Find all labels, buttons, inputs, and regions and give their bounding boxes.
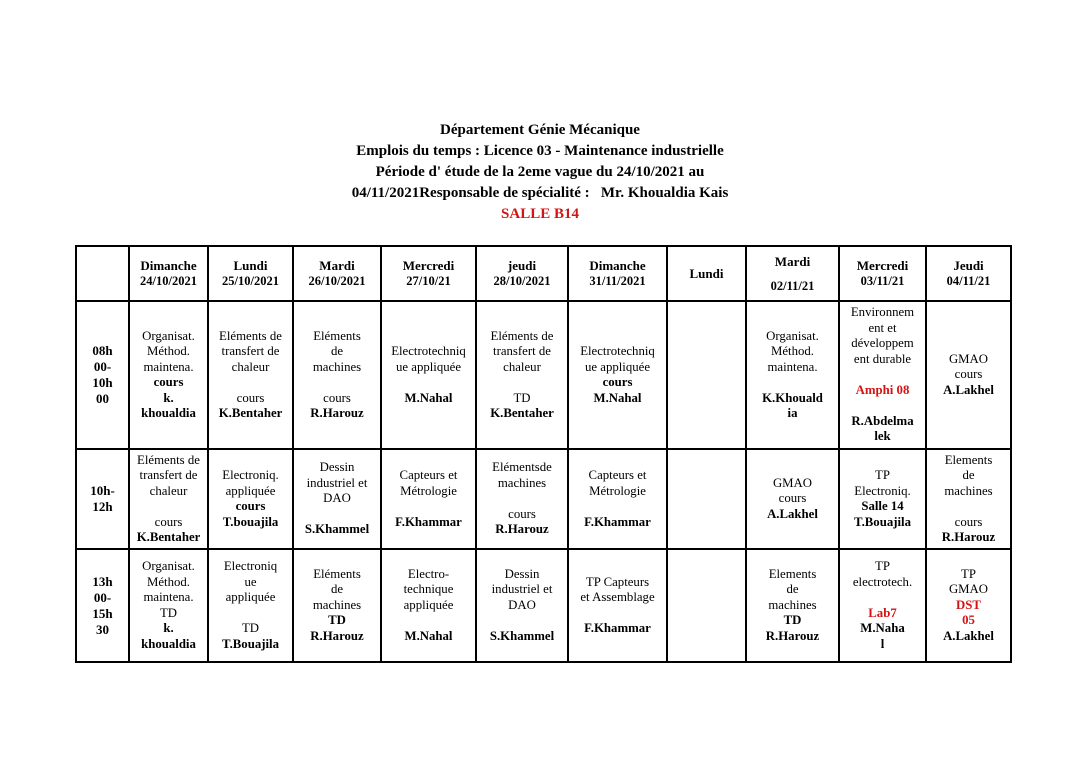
course-text-line: chaleur: [149, 483, 188, 498]
course-text-line: [479, 491, 565, 507]
schedule-cell: [926, 549, 1011, 662]
schedule-cell: [839, 301, 926, 449]
day-name: Dimanche: [589, 258, 646, 273]
course-text-line: cours: [954, 367, 983, 382]
course-text-line: TP: [875, 468, 890, 482]
course-text-line: Electroniq.: [222, 468, 279, 482]
course-text-line: DAO: [508, 597, 536, 612]
course-text-line: K.Bentaher: [136, 530, 201, 544]
course-text-line: [571, 606, 664, 622]
course-text-line: de: [786, 582, 799, 597]
course-text-line: cours: [954, 514, 983, 529]
day-header-row: [76, 246, 1011, 301]
time-slot-row-1: [76, 449, 1011, 549]
day-header-10: [926, 246, 1011, 301]
course-text-line: R.Harouz: [310, 628, 364, 643]
schedule-cell: [129, 449, 208, 549]
day-header-9: [839, 246, 926, 301]
course-text-line: cours: [602, 375, 633, 389]
day-name: Dimanche: [140, 258, 197, 273]
course-text-line: cours: [154, 514, 183, 529]
course-text-line: industriel et: [306, 475, 368, 490]
course-text-line: machines: [312, 597, 362, 612]
course-text-line: développem: [851, 336, 914, 351]
course-text-line: TD: [159, 605, 178, 620]
course-text-line: [749, 375, 836, 391]
course-text-line: cours: [153, 375, 184, 389]
course-text-line: A.Lakhel: [943, 382, 994, 397]
course-text-line: Electro-: [407, 566, 450, 581]
course-text-line: Méthod.: [146, 344, 190, 358]
day-header-6: [568, 246, 667, 301]
timetable-grid: [75, 245, 1012, 663]
schedule-cell: [839, 549, 926, 662]
course-text-line: TP: [875, 559, 890, 573]
course-text-line: K.Bentaher: [490, 406, 554, 420]
room-or-exam-label: Lab7: [868, 605, 897, 620]
course-text-line: Elémentsde: [492, 460, 552, 475]
course-text-line: machines: [944, 483, 993, 498]
course-text-line: Eléments de: [490, 328, 554, 343]
schedule-subtitle: Emplois du temps : Licence 03 - Maintenance industrielle: [356, 143, 724, 159]
day-header-4: [381, 246, 476, 301]
course-text-line: Capteurs et: [588, 468, 647, 482]
schedule-cell: [381, 449, 476, 549]
course-text-line: ent et: [868, 320, 897, 335]
course-text-line: Méthod.: [146, 574, 190, 589]
course-text-line: Méthod.: [770, 344, 814, 358]
course-text-line: k.: [163, 390, 174, 405]
course-text-line: [571, 499, 664, 515]
time-slot-label: [76, 549, 129, 662]
schedule-cell: [129, 301, 208, 449]
course-text-line: A.Lakhel: [943, 628, 994, 643]
course-text-line: M.Naha: [860, 621, 905, 635]
course-text-line: khoualdia: [141, 636, 196, 651]
course-text-line: cours: [235, 499, 266, 513]
day-name: Mardi: [774, 253, 811, 269]
time-segment: 08h: [92, 343, 113, 358]
day-date: 04/11/21: [946, 274, 991, 288]
course-text-line: appliquée: [225, 483, 276, 498]
empty-schedule-cell: [667, 301, 746, 449]
document-title-block: [0, 120, 1080, 225]
course-text-line: TD: [513, 390, 531, 405]
course-text-line: k.: [163, 621, 174, 635]
course-text-line: TD: [241, 621, 260, 635]
course-text-line: de: [962, 468, 975, 482]
course-text-line: M.Nahal: [593, 390, 642, 405]
day-name: Lundi: [233, 258, 268, 273]
course-text-line: A.Lakhel: [767, 506, 818, 521]
course-text-line: maintena.: [143, 590, 194, 604]
course-text-line: cours: [323, 390, 351, 405]
course-text-line: S.Khammel: [489, 628, 555, 643]
day-header-5: [476, 246, 568, 301]
schedule-cell: [476, 449, 568, 549]
day-header-3: [293, 246, 381, 301]
time-segment: 30: [96, 621, 109, 637]
course-text-line: Eléments: [313, 566, 361, 581]
course-text-line: Organisat.: [142, 559, 195, 573]
room-or-exam-label: DST: [956, 597, 981, 612]
day-header-7: [667, 246, 746, 301]
day-date: 02/11/21: [770, 278, 815, 293]
day-date: 26/10/2021: [308, 274, 366, 288]
time-slot-row-2: [76, 549, 1011, 662]
period-line: Période d' étude de la 2eme vague du 24/10/2021 au: [375, 164, 705, 180]
course-text-line: khoualdia: [141, 406, 196, 420]
course-text-line: cours: [778, 491, 807, 506]
course-text-line: [296, 375, 378, 391]
course-text-line: Eléments: [313, 328, 361, 343]
course-text-line: Eléments de: [219, 328, 282, 343]
schedule-cell: [746, 549, 839, 662]
day-date: 03/11/21: [860, 274, 905, 288]
course-text-line: K.Khouald: [762, 390, 823, 405]
schedule-cell: [568, 549, 667, 662]
corner-cell: [76, 246, 129, 301]
day-name: jeudi: [507, 258, 537, 273]
time-slot-row-0: [76, 301, 1011, 449]
course-text-line: K.Bentaher: [218, 406, 283, 420]
course-text-line: et Assemblage: [580, 590, 655, 604]
course-text-line: [929, 499, 1008, 515]
timetable-body: [76, 301, 1011, 662]
schedule-cell: [839, 449, 926, 549]
schedule-cell: [476, 301, 568, 449]
course-text-line: Electrotechniq: [580, 344, 655, 358]
schedule-cell: [926, 449, 1011, 549]
course-text-line: [384, 613, 473, 629]
course-text-line: R.Harouz: [495, 522, 549, 537]
course-text-line: transfert de: [493, 344, 551, 358]
time-segment: 00-: [93, 359, 112, 374]
schedule-cell: [381, 549, 476, 662]
course-text-line: GMAO: [772, 475, 813, 490]
day-name: Mercredi: [402, 258, 455, 273]
course-text-line: Capteurs et: [399, 468, 458, 482]
course-text-line: R.Harouz: [765, 628, 820, 643]
course-text-line: [384, 499, 473, 515]
course-text-line: M.Nahal: [404, 390, 453, 405]
schedule-cell: [293, 301, 381, 449]
day-date: 28/10/2021: [493, 274, 551, 288]
course-text-line: Organisat.: [142, 328, 195, 343]
course-text-line: appliquée: [225, 590, 276, 604]
course-text-line: [842, 398, 923, 414]
course-text-line: transfert de: [221, 344, 280, 358]
empty-schedule-cell: [667, 549, 746, 662]
course-text-line: TD: [783, 613, 802, 628]
salle-label: SALLE B14: [501, 206, 579, 222]
course-text-line: ue appliquée: [584, 359, 651, 374]
course-text-line: de: [330, 344, 344, 358]
course-text-line: Electroniq: [223, 559, 278, 573]
course-text-line: R.Harouz: [941, 530, 996, 544]
day-name: Jeudi: [953, 258, 984, 273]
course-text-line: F.Khammar: [584, 621, 651, 635]
schedule-cell: [568, 449, 667, 549]
course-text-line: appliquée: [403, 597, 454, 612]
course-text-line: TP Capteurs: [585, 574, 650, 589]
course-text-line: GMAO: [948, 582, 989, 597]
course-text-line: Electrotechniq: [391, 344, 466, 358]
course-text-line: Eléments de: [137, 452, 200, 467]
time-segment: 12h: [92, 499, 113, 514]
course-text-line: ent durable: [853, 351, 912, 366]
schedule-cell: [208, 301, 293, 449]
course-text-line: Electroniq.: [854, 483, 911, 498]
day-header-2: [208, 246, 293, 301]
day-name: Mardi: [319, 258, 355, 273]
schedule-cell: [746, 301, 839, 449]
course-text-line: S.Khammel: [304, 522, 370, 537]
schedule-cell: [746, 449, 839, 549]
schedule-cell: [293, 549, 381, 662]
schedule-cell: [926, 301, 1011, 449]
course-text-line: Métrologie: [400, 483, 457, 498]
empty-schedule-cell: [667, 449, 746, 549]
course-text-line: F.Khammar: [395, 514, 462, 529]
course-text-line: [132, 499, 205, 515]
course-text-line: [842, 367, 923, 383]
day-header-8: [746, 246, 839, 301]
course-text-line: Dessin: [319, 460, 355, 475]
course-text-line: T.Bouajila: [853, 514, 911, 529]
time-segment: 13h: [92, 573, 113, 589]
course-text-line: TD: [328, 613, 346, 628]
course-text-line: [479, 613, 565, 629]
course-text-line: machines: [768, 597, 817, 612]
schedule-cell: [476, 549, 568, 662]
course-text-line: transfert de: [139, 468, 198, 482]
course-text-line: maintena.: [767, 359, 818, 374]
time-segment: 10h: [92, 375, 113, 390]
course-text-line: ue: [244, 574, 257, 589]
day-name: Lundi: [689, 265, 724, 281]
course-text-line: [479, 375, 565, 391]
course-text-line: Elements: [944, 452, 993, 467]
course-text-line: chaleur: [231, 359, 270, 374]
time-segment: 00: [96, 391, 109, 406]
course-text-line: maintena.: [143, 359, 194, 374]
course-text-line: [211, 375, 290, 391]
schedule-cell: [129, 549, 208, 662]
course-text-line: de: [330, 582, 344, 597]
course-text-line: machines: [312, 359, 362, 374]
course-text-line: GMAO: [948, 351, 989, 366]
course-text-line: machines: [497, 475, 547, 490]
responsable-line: 04/11/2021Responsable de spécialité : Mr. Khoualdia Kais: [351, 185, 729, 201]
course-text-line: Elements: [768, 566, 817, 581]
day-date: 24/10/2021: [140, 274, 197, 288]
course-text-line: DAO: [323, 491, 351, 506]
course-text-line: R.Harouz: [310, 406, 364, 420]
course-text-line: l: [880, 636, 885, 651]
course-text-line: Salle 14: [861, 499, 904, 513]
schedule-cell: [568, 301, 667, 449]
schedule-cell: [208, 549, 293, 662]
schedule-cell: [381, 301, 476, 449]
course-text-line: M.Nahal: [404, 628, 453, 643]
course-text-line: Organisat.: [766, 328, 819, 343]
course-text-line: ia: [787, 406, 798, 420]
course-text-line: [384, 375, 473, 391]
time-segment: 00-: [93, 589, 112, 605]
day-date: 31/11/2021: [589, 274, 646, 288]
time-segment: 10h-: [90, 483, 115, 498]
course-text-line: lek: [874, 429, 891, 444]
time-segment: 15h: [92, 605, 113, 621]
time-slot-label: [76, 449, 129, 549]
course-text-line: ue appliquée: [395, 359, 462, 374]
department-title: Département Génie Mécanique: [440, 122, 640, 138]
course-text-line: industriel et: [491, 582, 553, 597]
course-text-line: [211, 606, 290, 622]
course-text-line: cours: [236, 390, 265, 405]
schedule-cell: [293, 449, 381, 549]
course-text-line: R.Abdelma: [851, 413, 914, 428]
day-name: Mercredi: [856, 258, 909, 273]
day-date: 25/10/2021: [222, 274, 279, 288]
course-text-line: Dessin: [504, 566, 540, 581]
course-text-line: chaleur: [503, 359, 541, 374]
course-text-line: cours: [508, 506, 536, 521]
course-text-line: F.Khammar: [584, 514, 651, 529]
course-text-line: Métrologie: [589, 483, 646, 498]
room-or-exam-label: 05: [962, 613, 975, 628]
room-or-exam-label: Amphi 08: [855, 382, 910, 397]
course-text-line: [842, 590, 923, 606]
course-text-line: T.bouajila: [222, 514, 279, 529]
course-text-line: T.Bouajila: [221, 636, 279, 651]
course-text-line: electrotech.: [852, 574, 913, 589]
course-text-line: [296, 507, 378, 523]
day-date: 27/10/21: [406, 274, 451, 288]
time-slot-label: [76, 301, 129, 449]
course-text-line: TP: [961, 566, 976, 581]
course-text-line: Environnem: [850, 305, 915, 320]
course-text-line: technique: [403, 582, 454, 597]
day-header-1: [129, 246, 208, 301]
schedule-cell: [208, 449, 293, 549]
